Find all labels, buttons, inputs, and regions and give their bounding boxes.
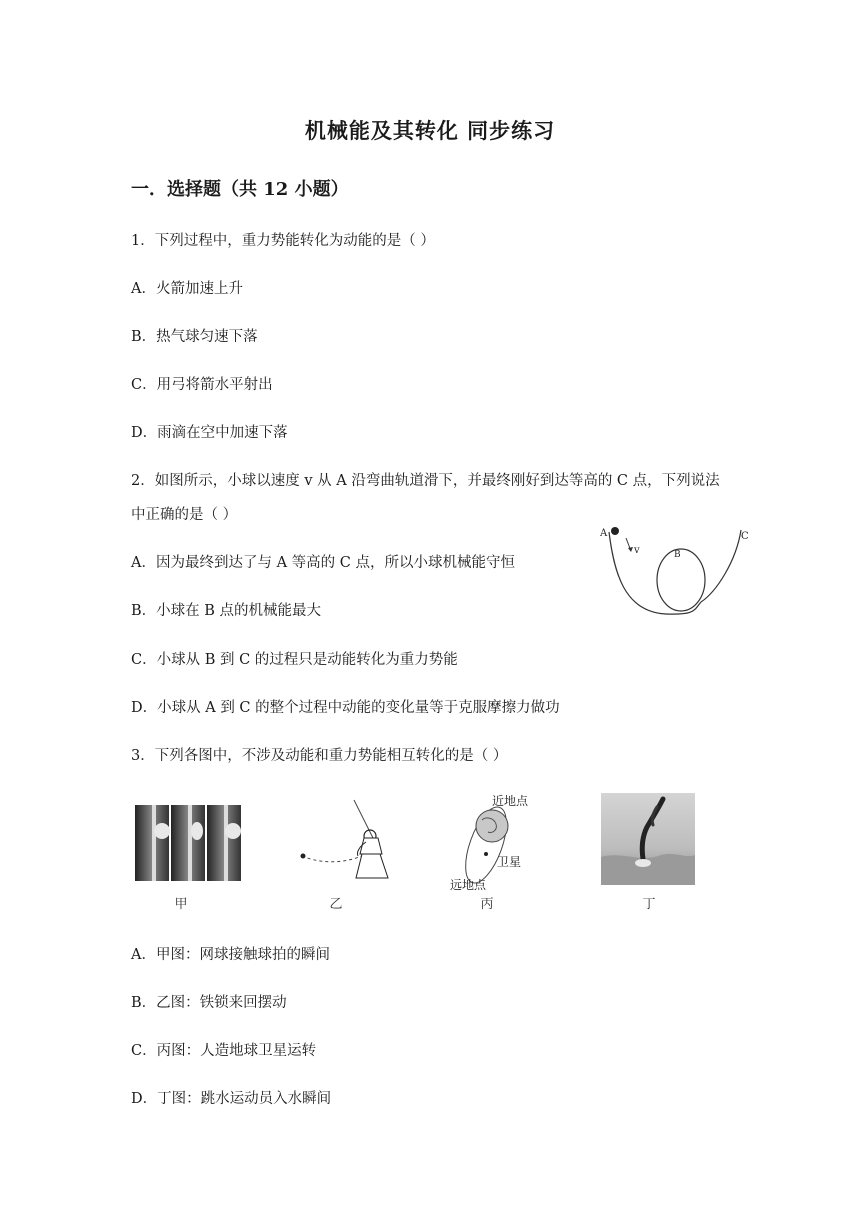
caption-bing: 丙 xyxy=(480,897,494,912)
caption-ding: 丁 xyxy=(642,897,656,912)
question-1-option-d: D．雨滴在空中加速下落 xyxy=(131,425,288,441)
label-apogee: 远地点 xyxy=(450,878,487,892)
question-1-stem: 1．下列过程中，重力势能转化为动能的是（ ） xyxy=(131,233,435,249)
caption-jia: 甲 xyxy=(174,897,188,912)
figure-jia-tennis xyxy=(135,805,241,881)
question-2-option-c: C．小球从 B 到 C 的过程只是动能转化为重力势能 xyxy=(131,652,458,668)
question-2-option-a: A．因为最终到达了与 A 等高的 C 点，所以小球机械能守恒 xyxy=(131,555,515,571)
section-heading: 一．选择题（共 12 小题） xyxy=(131,179,349,200)
question-2-option-b: B．小球在 B 点的机械能最大 xyxy=(131,603,322,619)
figure-label-a: A xyxy=(600,528,608,539)
label-satellite: 卫星 xyxy=(497,855,522,869)
question-3-option-c: C．丙图：人造地球卫星运转 xyxy=(131,1043,317,1059)
caption-yi: 乙 xyxy=(329,897,343,912)
question-2-option-d: D．小球从 A 到 C 的整个过程中动能的变化量等于克服摩擦力做功 xyxy=(131,700,560,716)
question-3-stem: 3．下列各图中，不涉及动能和重力势能相互转化的是（ ） xyxy=(131,748,508,764)
question-1-option-a: A．火箭加速上升 xyxy=(131,281,243,297)
question-3-option-a: A．甲图：网球接触球拍的瞬间 xyxy=(131,947,330,963)
figure-label-b: B xyxy=(674,550,681,560)
figure-ding-diver xyxy=(601,793,695,885)
figure-label-c: C xyxy=(741,531,749,542)
question-3-option-d: D．丁图：跳水运动员入水瞬间 xyxy=(131,1091,332,1107)
question-1-option-b: B．热气球匀速下落 xyxy=(131,329,258,345)
question-2-stem-line1: 2．如图所示，小球以速度 v 从 A 沿弯曲轨道滑下，并最终刚好到达等高的 C 点，下列说法 xyxy=(131,473,720,489)
page-title: 机械能及其转化 同步练习 xyxy=(304,118,556,143)
question-1-option-c: C．用弓将箭水平射出 xyxy=(131,377,273,393)
figure-label-v: v xyxy=(634,545,640,556)
question-2-figure xyxy=(596,522,756,622)
label-perigee: 近地点 xyxy=(492,794,529,808)
question-2-stem-line2: 中正确的是（ ） xyxy=(131,507,238,523)
figure-yi-pendulum xyxy=(296,798,416,884)
question-3-option-b: B．乙图：铁锁来回摆动 xyxy=(131,995,287,1011)
